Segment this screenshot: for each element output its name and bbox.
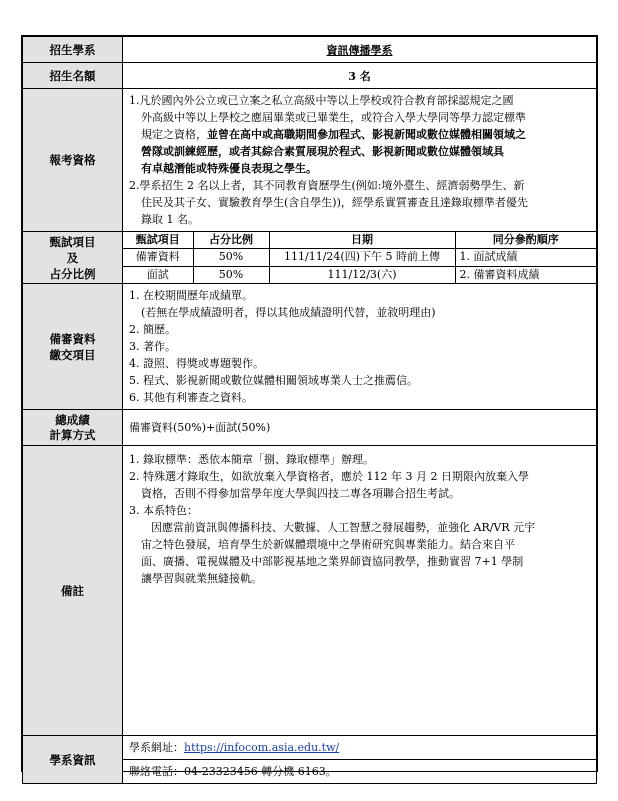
exam-subtable — [123, 232, 596, 283]
row-quota — [23, 63, 597, 89]
exam-row — [123, 266, 596, 283]
exam-label: 甄試項目 及 占分比例 — [23, 232, 123, 284]
department-label: 招生學系 — [23, 37, 123, 63]
document-item: 5. 程式、影視新聞或數位媒體相關領域專業人士之推薦信。 — [129, 374, 418, 387]
eligibility-line: 外高級中等以上學校之應屆畢業或已畢業生，或符合入學大學同等學力認定標準 — [141, 111, 526, 124]
scoring-label: 總成績 計算方式 — [23, 410, 123, 446]
exam-item: 備審資料 — [123, 249, 193, 266]
document-item: 1. 在校期間歷年成績單。 — [129, 289, 253, 302]
exam-header: 甄試項目 — [123, 232, 193, 249]
exam-item: 面試 — [123, 266, 193, 283]
row-website — [23, 736, 597, 760]
row-scoring — [23, 410, 597, 446]
document-item: 2. 簡歷。 — [129, 323, 176, 336]
quota-value: 3 名 — [123, 63, 597, 89]
exam-header-row — [123, 232, 596, 249]
row-remarks — [23, 446, 597, 736]
documents-content — [123, 284, 597, 410]
department-name: 資訊傳播學系 — [326, 43, 393, 57]
exam-tiebreak: 2. 備審資料成績 — [459, 267, 540, 281]
exam-date: 111/11/24(四)下午 5 時前上傳 — [269, 249, 455, 266]
contact-label: 學系資訊 — [23, 736, 123, 784]
document-item: 4. 證照、得獎或專題製作。 — [129, 357, 264, 370]
row-documents — [23, 284, 597, 410]
remark-item: 1. 錄取標準：悉依本簡章「捌、錄取標準」辦理。 — [129, 453, 374, 466]
document-item: 6. 其他有利審查之資料。 — [129, 391, 253, 404]
feature-line: 因應當前資訊與傳播科技、大數據、人工智慧之發展趨勢，並強化 AR/VR 元宇 — [151, 521, 536, 534]
eligibility-line: 1.凡於國內外公立或已立案之私立高級中等以上學校或符合教育部採認規定之國 — [129, 94, 514, 107]
admission-info-sheet — [21, 35, 598, 778]
row-eligibility — [23, 89, 597, 232]
feature-line: 讓學習與就業無縫接軌。 — [141, 572, 262, 585]
quota-label: 招生名額 — [23, 63, 123, 89]
exam-date: 111/12/3(六) — [269, 266, 455, 283]
remark-item: 資格，否則不得參加當學年度大學與四技二專各項聯合招生考試。 — [141, 487, 460, 500]
row-exam — [23, 232, 597, 284]
eligibility-line: 錄取 1 名。 — [141, 213, 199, 226]
feature-line: 宙之特色發展，培育學生於新媒體環境中之學術研究與專業能力。結合來自平 — [141, 538, 515, 551]
eligibility-emphasis: 有卓越潛能或特殊優良表現之學生。 — [141, 162, 317, 175]
admission-table — [22, 36, 597, 784]
exam-ratio: 50% — [193, 249, 269, 266]
document-item: 3. 著作。 — [129, 340, 176, 353]
eligibility-content — [123, 89, 597, 232]
exam-header: 同分參酌順序 — [455, 232, 596, 249]
remarks-content — [123, 446, 597, 736]
exam-row — [123, 249, 596, 266]
eligibility-line: 規定之資格， — [141, 128, 207, 141]
eligibility-label: 報考資格 — [23, 89, 123, 232]
website-label: 學系網址： — [129, 741, 184, 754]
documents-label: 備審資料 繳交項目 — [23, 284, 123, 410]
eligibility-line: 住民及其子女、實驗教育學生(含自學生))，經學系實質審查且達錄取標準者優先 — [141, 196, 528, 209]
website-cell — [123, 736, 597, 760]
eligibility-emphasis: 並曾在高中或高職期間參加程式、影視新聞或數位媒體相關領域之 — [207, 128, 526, 141]
exam-header: 日期 — [269, 232, 455, 249]
exam-header: 占分比例 — [193, 232, 269, 249]
exam-tiebreak: 1. 面試成績 — [455, 249, 596, 266]
phone-number: 聯絡電話：04-23323456 轉分機 6163。 — [123, 760, 597, 784]
document-note: (若無在學成績證明者，得以其他成績證明代替，並敘明理由) — [141, 306, 436, 319]
exam-ratio: 50% — [193, 266, 269, 283]
row-department — [23, 37, 597, 63]
exam-subtable-cell — [123, 232, 597, 284]
remark-item: 3. 本系特色： — [129, 504, 198, 517]
remark-item: 2. 特殊選才錄取生，如欲放棄入學資格者，應於 112 年 3 月 2 日期限內放棄入學 — [129, 470, 529, 483]
eligibility-emphasis: 營隊或訓練經歷，或者其綜合素質展現於程式、影視新聞或數位媒體領域具 — [141, 145, 504, 158]
remarks-label: 備註 — [23, 446, 123, 736]
scoring-formula: 備審資料(50%)+面試(50%) — [123, 410, 597, 446]
feature-line: 面、廣播、電視媒體及中部影視基地之業界師資協同教學，推動實習 7+1 學制 — [141, 555, 524, 568]
website-link[interactable]: https://infocom.asia.edu.tw/ — [184, 741, 340, 754]
eligibility-line: 2.學系招生 2 名以上者，其不同教育資歷學生(例如:境外臺生、經濟弱勢學生、新 — [129, 179, 525, 192]
